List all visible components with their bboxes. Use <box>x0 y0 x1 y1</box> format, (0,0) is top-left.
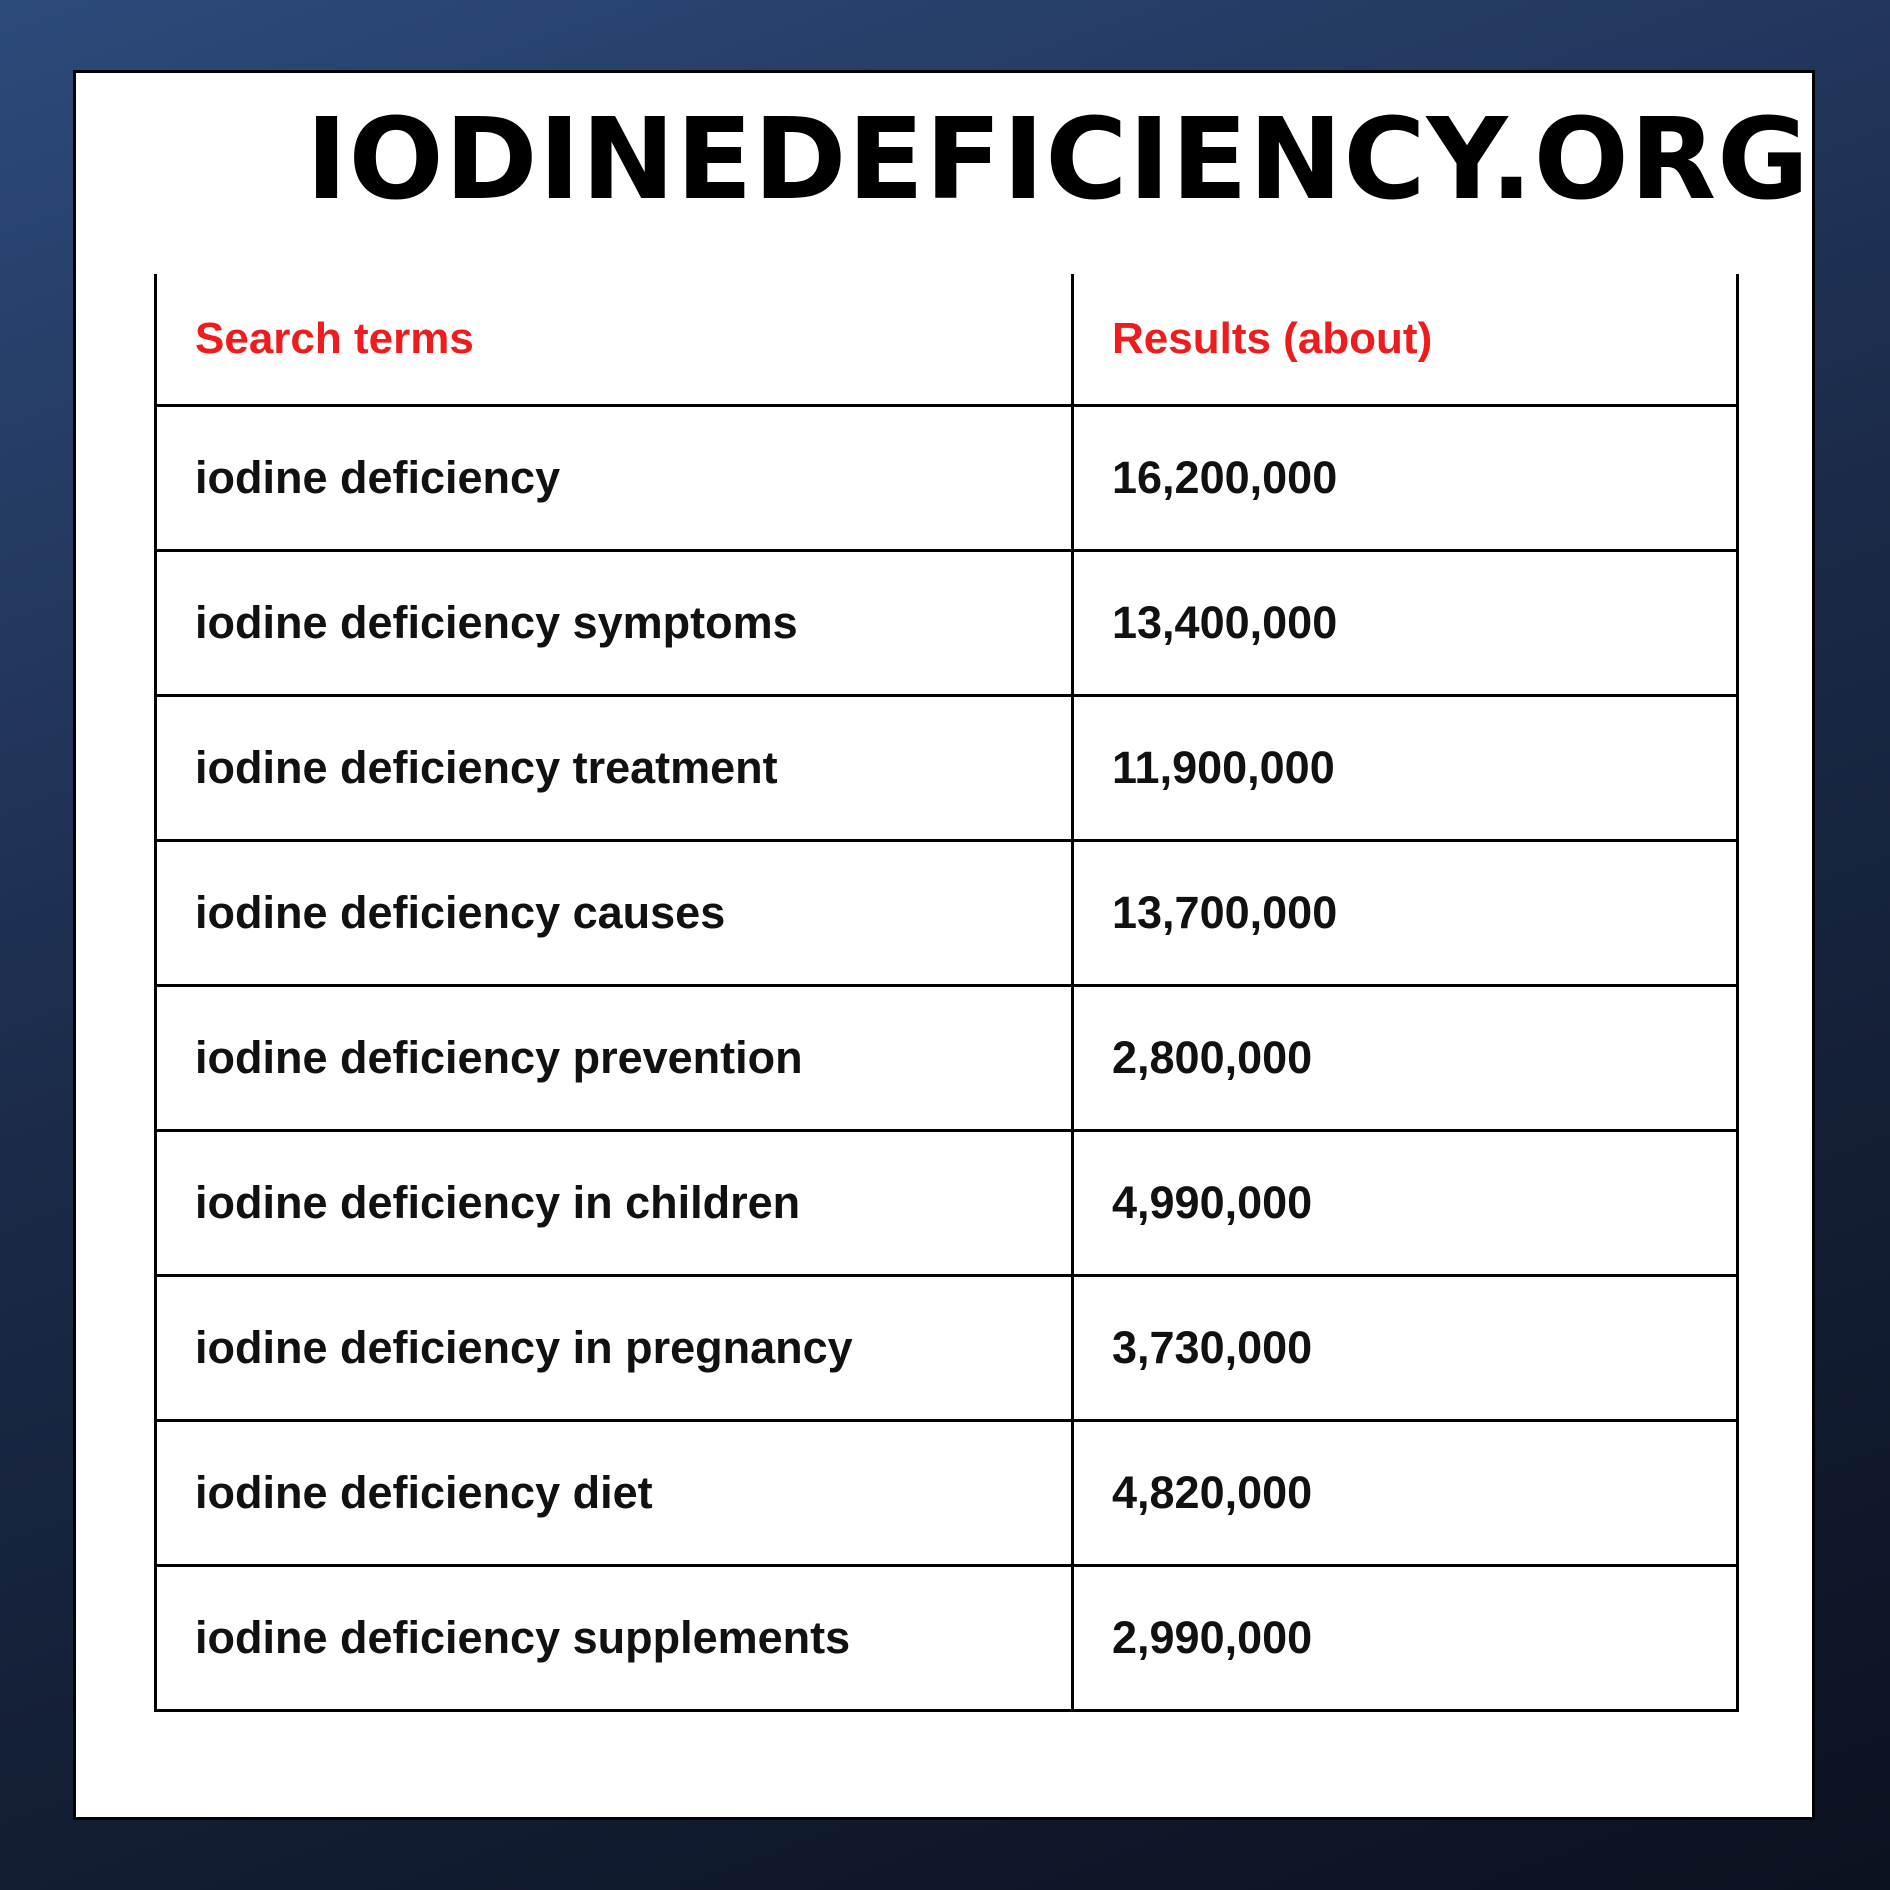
search-results-table <box>154 274 1739 1712</box>
results-count-cell: 2,990,000 <box>1073 1566 1738 1711</box>
column-header-results: Results (about) <box>1073 274 1738 406</box>
site-title: IODINEDEFICIENCY.ORG <box>305 95 1810 225</box>
search-term-cell: iodine deficiency in children <box>156 1131 1073 1276</box>
results-count-cell: 16,200,000 <box>1073 406 1738 551</box>
table-row <box>156 986 1738 1131</box>
search-term-cell: iodine deficiency <box>156 406 1073 551</box>
table-row <box>156 406 1738 551</box>
search-term-cell: iodine deficiency in pregnancy <box>156 1276 1073 1421</box>
search-term-cell: iodine deficiency causes <box>156 841 1073 986</box>
table-header-row <box>156 274 1738 406</box>
results-count-cell: 13,700,000 <box>1073 841 1738 986</box>
table-row <box>156 841 1738 986</box>
search-term-cell: iodine deficiency diet <box>156 1421 1073 1566</box>
search-term-cell: iodine deficiency supplements <box>156 1566 1073 1711</box>
table-row <box>156 1421 1738 1566</box>
table-row <box>156 1131 1738 1276</box>
results-count-cell: 2,800,000 <box>1073 986 1738 1131</box>
search-term-cell: iodine deficiency treatment <box>156 696 1073 841</box>
search-term-cell: iodine deficiency prevention <box>156 986 1073 1131</box>
column-header-search-terms: Search terms <box>156 274 1073 406</box>
results-count-cell: 4,990,000 <box>1073 1131 1738 1276</box>
results-count-cell: 3,730,000 <box>1073 1276 1738 1421</box>
table-row <box>156 551 1738 696</box>
table-row <box>156 1276 1738 1421</box>
search-term-cell: iodine deficiency symptoms <box>156 551 1073 696</box>
results-count-cell: 4,820,000 <box>1073 1421 1738 1566</box>
table-row <box>156 696 1738 841</box>
results-count-cell: 13,400,000 <box>1073 551 1738 696</box>
results-count-cell: 11,900,000 <box>1073 696 1738 841</box>
table-row <box>156 1566 1738 1711</box>
